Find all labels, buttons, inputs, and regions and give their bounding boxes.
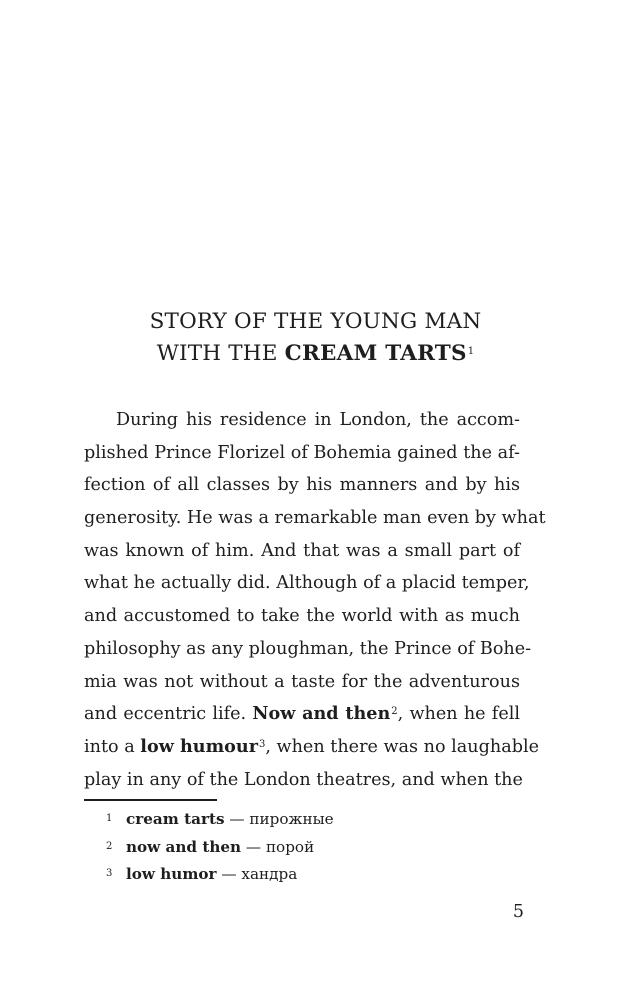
footnote-ref-2: 2 [391, 706, 398, 718]
footnote-translation: порой [265, 837, 315, 856]
footnote-ref-3: 3 [258, 738, 266, 750]
chapter-title [0, 306, 631, 370]
footnote-dash: — [216, 865, 242, 883]
chapter-title-line-1: STORY OF THE YOUNG MAN [149, 309, 482, 334]
body-line: During his residence in London, the accom- [116, 410, 520, 430]
body-line: and accustomed to take the world with as much [84, 606, 520, 627]
footnote-term: low humor [126, 865, 217, 883]
glossed-term: Now and then [252, 703, 391, 725]
body-text-run: , when there was no laughable [265, 736, 540, 757]
footnote-divider [84, 799, 217, 801]
footnote [106, 806, 526, 834]
footnotes [106, 806, 526, 889]
body-line: play in any of the London theatres, and when the [84, 769, 523, 790]
footnote [106, 861, 526, 889]
footnote-translation: хандра [241, 865, 298, 883]
body-line [84, 731, 540, 764]
glossed-term: low humour [140, 735, 258, 757]
footnote-dash: — [224, 810, 250, 828]
body-line: mia was not without a taste for the adventurous [84, 671, 520, 692]
body-line: plished Prince Florizel of Bohemia gained the af- [84, 442, 520, 463]
body-line: was known of him. And that was a small part of [84, 540, 520, 561]
chapter-title-line-2 [0, 338, 631, 370]
footnote [106, 834, 526, 862]
body-line: philosophy as any ploughman, the Prince of Bohe- [84, 638, 532, 659]
footnote-term: now and then [126, 837, 242, 856]
body-text [84, 404, 546, 796]
body-text-run: into a [84, 736, 141, 757]
footnote-number: 1 [106, 813, 113, 824]
body-text-run: and eccentric life. [84, 704, 253, 725]
footnote-ref-1: 1 [467, 346, 475, 357]
body-line: what he actually did. Although of a placid temper, [84, 573, 530, 594]
page-number: 5 [512, 902, 524, 922]
footnote-number: 2 [106, 840, 113, 852]
chapter-title-prefix: WITH THE [156, 341, 285, 366]
body-line: fection of all classes by his manners and by his [84, 475, 520, 496]
body-line: generosity. He was a remarkable man even by what [84, 508, 546, 529]
chapter-title-bold: CREAM TARTS [284, 341, 467, 366]
footnote-dash: — [241, 837, 266, 856]
body-line [84, 698, 520, 731]
footnote-number: 3 [106, 868, 113, 879]
footnote-term: cream tarts [126, 810, 225, 828]
footnote-translation: пирожные [249, 810, 334, 828]
body-text-run: , when he fell [397, 704, 520, 725]
